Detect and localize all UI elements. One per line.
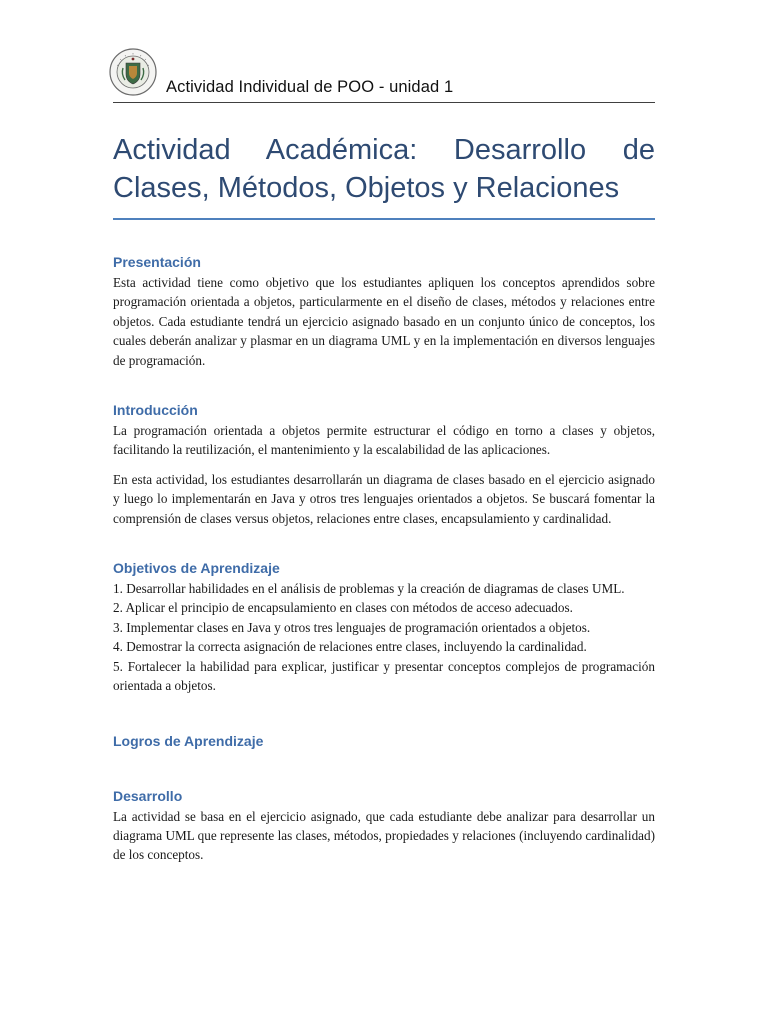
section-objetivos	[113, 558, 655, 695]
list-item: 3. Implementar clases en Java y otros tres lenguajes de programación orientados a objetos.	[113, 619, 591, 635]
paragraph: En esta actividad, los estudiantes desarrollarán un diagrama de clases basado en el ejercicio asignado y luego lo implementarán en Java y otros tres lenguajes orientados a objetos. Se buscará fomentar la comprensión de clases versus objetos, relaciones entre clases, encapsulamiento y cardinalidad.	[113, 471, 655, 526]
paragraph: La programación orientada a objetos permite estructurar el código en torno a clases y objetos, facilitando la reutilización, el mantenimiento y la escalabilidad de las aplicaciones.	[113, 423, 655, 458]
list-item: 1. Desarrollar habilidades en el análisis de problemas y la creación de diagramas de clases UML.	[113, 581, 625, 597]
section-heading: Logros de Aprendizaje	[113, 732, 264, 749]
list-item: 2. Aplicar el principio de encapsulamiento en clases con métodos de acceso adecuados.	[113, 600, 573, 616]
section-heading: Introducción	[113, 402, 198, 419]
section-heading: Presentación	[113, 254, 201, 270]
page-header	[113, 44, 655, 103]
university-seal-logo	[109, 48, 157, 96]
document-page	[113, 44, 655, 865]
paragraph: La actividad se basa en el ejercicio asignado, que cada estudiante debe analizar para desarrollar un diagrama UML que represente las clases, métodos, propiedades y relaciones (incluyendo cardinalidad) de los conceptos.	[113, 808, 655, 863]
paragraph: Esta actividad tiene como objetivo que los estudiantes apliquen los conceptos aprendidos sobre programación orientada a objetos, particularmente en el diseño de clases, métodos y relaciones entre objetos. Cada estudiante tendrá un ejercicio asignado basado en un conjunto único de conceptos, los cuales deberán analizar y plasmar en un diagrama UML y en la implementación en diversos lenguajes de programación.	[113, 275, 655, 368]
section-logros	[113, 731, 655, 751]
document-title: Actividad Académica: Desarrollo de Clases, Métodos, Objetos y Relaciones	[113, 131, 655, 220]
header-title: Actividad Individual de POO - unidad 1	[166, 78, 454, 96]
list-item: 5. Fortalecer la habilidad para explicar, justificar y presentar conceptos complejos de programación orientada a objetos.	[113, 658, 655, 694]
section-introduccion	[113, 400, 655, 528]
section-heading: Desarrollo	[113, 787, 183, 804]
section-heading: Objetivos de Aprendizaje	[113, 560, 280, 577]
section-presentacion	[113, 252, 655, 370]
list-item: 4. Demostrar la correcta asignación de relaciones entre clases, incluyendo la cardinalidad.	[113, 639, 587, 655]
section-desarrollo	[113, 786, 655, 865]
